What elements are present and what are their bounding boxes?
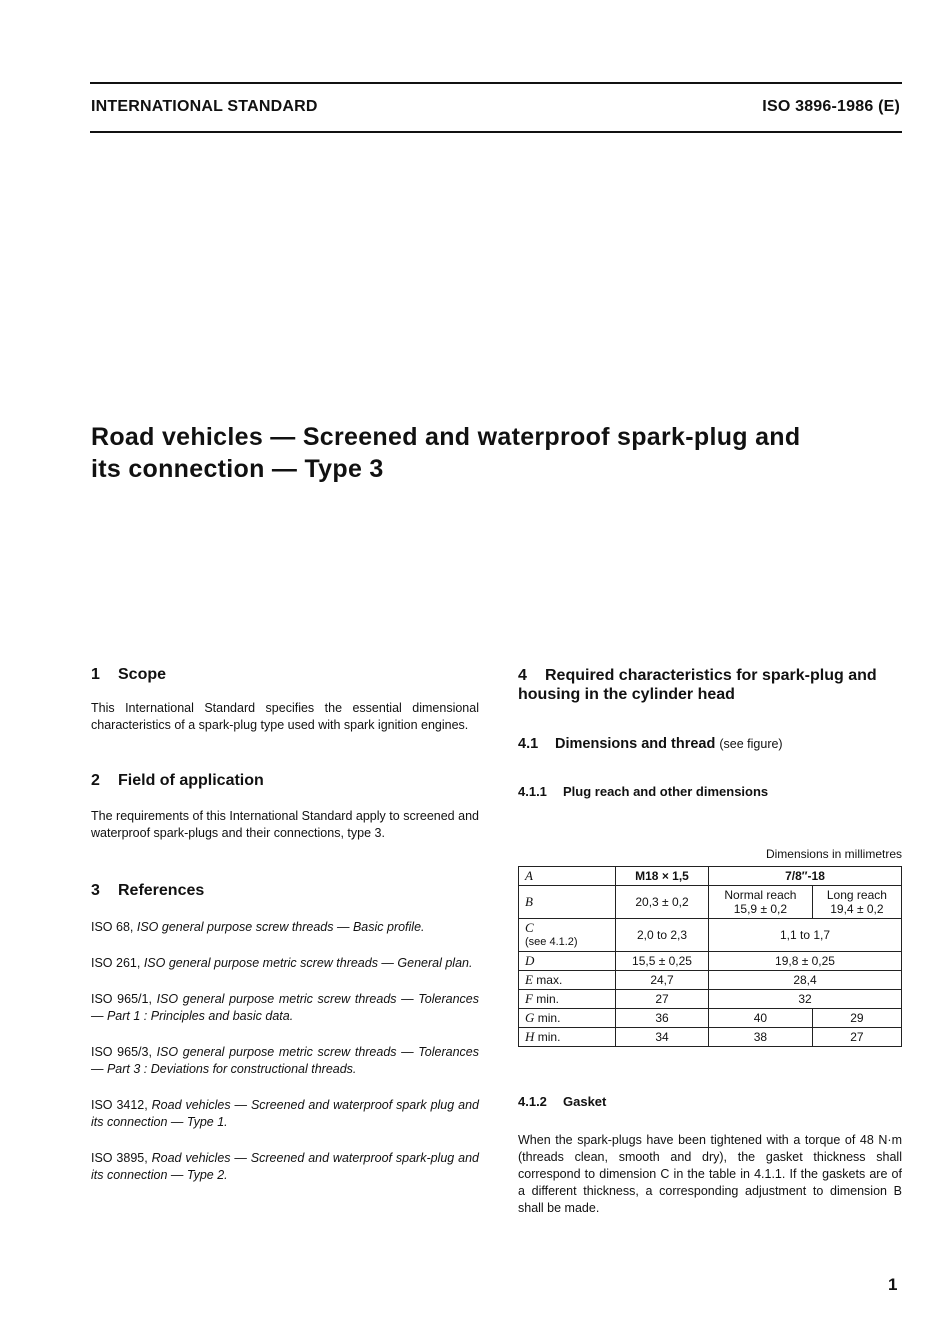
document-title [91, 421, 911, 485]
table-row: E max. 24,7 28,4 [519, 971, 902, 990]
header-right: ISO 3896-1986 (E) [762, 98, 900, 115]
title-line-1: Road vehicles — Screened and waterproof spark-plug and [91, 423, 801, 451]
reference-item: ISO 965/3, ISO general purpose metric screw threads — Tolerances — Part 3 : Deviations for constructional threads. [91, 1045, 479, 1076]
scope-body: This International Standard specifies the essential dimensional characteristics of a spark-plug type used with spark ignition engines. [91, 701, 479, 732]
table-row: F min. 27 32 [519, 990, 902, 1009]
reference-item: ISO 3895, Road vehicles — Screened and waterproof spark-plug and its connection — Type 2. [91, 1151, 479, 1182]
table-row: G min. 36 40 29 [519, 1009, 902, 1028]
right-column [518, 666, 902, 1217]
page-number: 1 [888, 1275, 898, 1294]
field-body: The requirements of this International Standard apply to screened and waterproof spark-plugs and their connections, type 3. [91, 809, 479, 840]
section-4-1-heading: 4.1 Dimensions and thread (see figure) [518, 736, 783, 752]
table-row: H min. 34 38 27 [519, 1028, 902, 1047]
dimensions-table [518, 866, 902, 1047]
reference-item: ISO 68, ISO general purpose screw threads — Basic profile. [91, 920, 425, 934]
table-row: B 20,3 ± 0,2 Normal reach 15,9 ± 0,2 Long reach 19,4 ± 0,2 [519, 886, 902, 919]
header-left: INTERNATIONAL STANDARD [91, 98, 318, 115]
section-2-heading: 2 Field of application [91, 772, 264, 789]
header-rule [90, 131, 902, 133]
top-rule [90, 82, 902, 84]
section-1-heading: 1 Scope [91, 666, 167, 683]
section-3-heading: 3 References [91, 882, 205, 899]
table-row: C (see 4.1.2) 2,0 to 2,3 1,1 to 1,7 [519, 919, 902, 952]
reference-item: ISO 965/1, ISO general purpose metric screw threads — Tolerances — Part 1 : Principles and basic data. [91, 992, 479, 1023]
section-4-1-1-heading: 4.1.1 Plug reach and other dimensions [518, 784, 769, 799]
table-row: A M18 × 1,5 7/8″-18 [519, 867, 902, 886]
reference-item: ISO 3412, Road vehicles — Screened and waterproof spark plug and its connection — Type 1. [91, 1098, 479, 1129]
table-row: D 15,5 ± 0,25 19,8 ± 0,25 [519, 952, 902, 971]
reference-item: ISO 261, ISO general purpose metric screw threads — General plan. [91, 956, 473, 970]
section-4-1-2-heading: 4.1.2 Gasket [518, 1094, 607, 1109]
gasket-body: When the spark-plugs have been tightened with a torque of 48 N·m (threads clean, smooth and dry), the gasket thickness shall correspond to dimension C in the table in 4.1.1. If the gaskets are of a different thickness, a corresponding adjustment to dimension B shall be made. [518, 1133, 902, 1215]
table-units-caption: Dimensions in millimetres [765, 847, 902, 861]
section-4-heading: 4 Required characteristics for spark-plug and housing in the cylinder head [518, 667, 877, 703]
title-line-2: its connection — Type 3 [91, 455, 384, 483]
left-column [91, 666, 479, 1184]
